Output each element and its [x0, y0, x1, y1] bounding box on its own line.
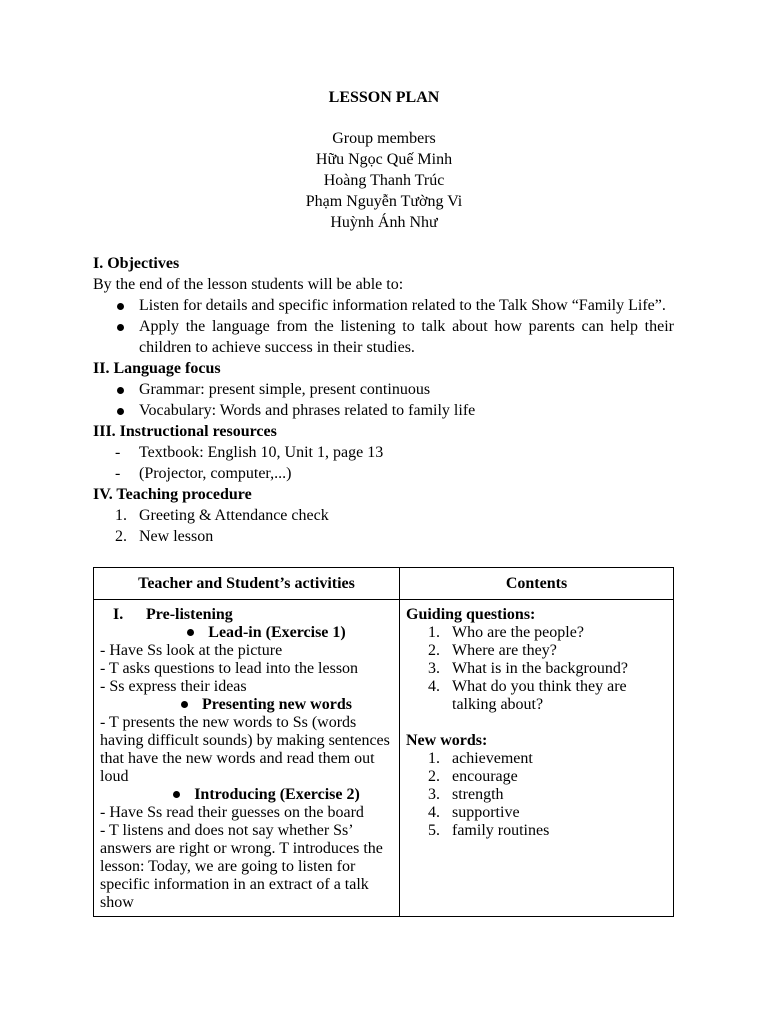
table-header-row: [94, 568, 674, 600]
procedure-text: New lesson: [139, 528, 214, 545]
objective-item: [93, 316, 674, 358]
list-item: 3. What is in the background?: [428, 660, 628, 677]
language-focus-text: Vocabulary: Words and phrases related to family life: [139, 402, 476, 419]
contents-cell: [400, 600, 674, 917]
resource-item: [93, 442, 674, 463]
member-name: Hữu Ngọc Quế Minh: [315, 151, 453, 168]
subheading-leadin: [100, 624, 393, 642]
language-focus-text: Grammar: present simple, present continuous: [139, 381, 431, 398]
list-item: 1. Who are the people?: [428, 624, 584, 641]
list-item: 5. family routines: [428, 822, 550, 839]
procedure-number: 1.: [115, 507, 127, 524]
member-name: Hoàng Thanh Trúc: [323, 172, 445, 189]
objective-item: [93, 295, 674, 316]
bullet-icon: [181, 701, 188, 708]
bullet-icon: [173, 791, 180, 798]
objective-text: Apply the language from the listening to talk about how parents can help their children to achieve success in their studies.: [139, 318, 674, 356]
subheading-presenting: [100, 696, 393, 714]
table-row: [94, 600, 674, 917]
resource-text: Textbook: English 10, Unit 1, page 13: [139, 444, 384, 461]
member-name: Huỳnh Ánh Như: [330, 214, 438, 231]
list-item: 4. What do you think they are talking about?: [428, 678, 627, 713]
guiding-questions-list: [406, 624, 667, 714]
resource-text: (Projector, computer,...): [139, 465, 292, 482]
page-title: LESSON PLAN: [328, 89, 440, 106]
resource-item: [93, 463, 674, 484]
subheading-text: Presenting new words: [202, 696, 352, 713]
activity-line: - T presents the new words to Ss (words having difficult sounds) by making sentences that have the new words and read them out loud: [100, 714, 390, 785]
resources-heading: III. Instructional resources: [93, 423, 277, 440]
activity-line: - T listens and does not say whether Ss’ answers are right or wrong. T introduces the lesson: Today, we are going to listen for specific information in an extract of a talk show: [100, 822, 383, 911]
bullet-icon: [117, 408, 124, 415]
language-focus-heading: II. Language focus: [93, 360, 221, 377]
section-title: Pre-listening: [146, 606, 233, 623]
new-words-list: [406, 750, 667, 840]
list-item: 3. strength: [428, 786, 504, 803]
activities-cell: [94, 600, 400, 917]
bullet-icon: [117, 387, 124, 394]
procedure-item: [93, 505, 674, 526]
objectives-heading: I. Objectives: [93, 255, 180, 272]
dash-marker: -: [115, 444, 121, 461]
section-heading: [100, 606, 393, 624]
language-focus-item: [93, 379, 674, 400]
activity-line: - Ss express their ideas: [100, 678, 247, 695]
activities-table: [93, 567, 674, 917]
activity-line: - Have Ss look at the picture: [100, 642, 283, 659]
list-item: 2. Where are they?: [428, 642, 557, 659]
subheading-text: Introducing (Exercise 2): [194, 786, 360, 803]
list-item: 2. encourage: [428, 768, 518, 785]
column-header-contents: Contents: [400, 568, 674, 600]
guiding-questions-title: Guiding questions:: [406, 606, 536, 623]
list-item: 4. supportive: [428, 804, 520, 821]
section-number: I.: [113, 606, 124, 623]
bullet-icon: [117, 324, 124, 331]
lesson-body: [93, 253, 674, 547]
activity-line: - T asks questions to lead into the lesson: [100, 660, 359, 677]
group-members-label: Group members: [332, 130, 436, 147]
activity-line: - Have Ss read their guesses on the board: [100, 804, 364, 821]
procedure-number: 2.: [115, 528, 127, 545]
subheading-text: Lead-in (Exercise 1): [208, 624, 346, 641]
procedure-heading: IV. Teaching procedure: [93, 486, 252, 503]
dash-marker: -: [115, 465, 121, 482]
procedure-text: Greeting & Attendance check: [139, 507, 329, 524]
list-item: 1. achievement: [428, 750, 533, 767]
subheading-introducing: [100, 786, 393, 804]
bullet-icon: [187, 629, 194, 636]
objectives-intro: By the end of the lesson students will be able to:: [93, 276, 404, 293]
group-members-block: [0, 128, 768, 233]
column-header-activities: Teacher and Student’s activities: [94, 568, 400, 600]
language-focus-item: [93, 400, 674, 421]
procedure-item: [93, 526, 674, 547]
bullet-icon: [117, 303, 124, 310]
member-name: Phạm Nguyễn Tường Vi: [305, 193, 463, 210]
objective-text: Listen for details and specific information related to the Talk Show “Family Life”.: [139, 297, 666, 314]
new-words-title: New words:: [406, 732, 488, 749]
